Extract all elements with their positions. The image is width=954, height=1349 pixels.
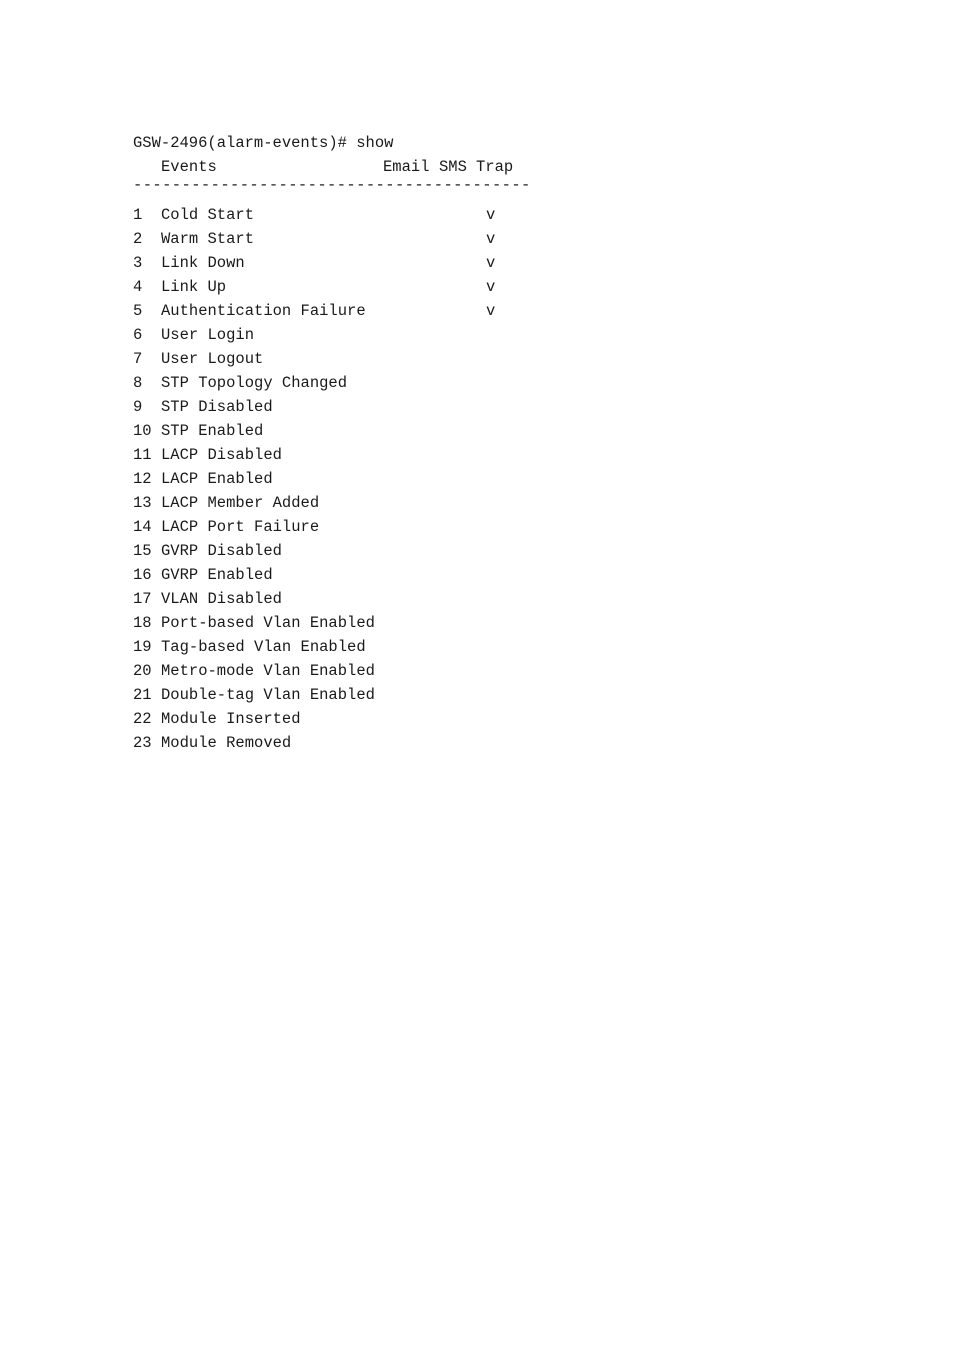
- event-name: GVRP Enabled: [161, 566, 273, 584]
- event-name: Metro-mode Vlan Enabled: [161, 662, 375, 680]
- event-row: [133, 563, 393, 587]
- event-number: 2: [133, 230, 143, 248]
- separator-dashes: -----------------------------------------: [133, 176, 531, 194]
- command-prompt: GSW-2496(alarm-events)# show: [133, 134, 394, 152]
- event-row: [133, 611, 393, 635]
- event-name: User Logout: [161, 350, 264, 368]
- event-name: User Login: [161, 326, 255, 344]
- event-row: [133, 251, 496, 275]
- event-row: [133, 515, 393, 539]
- event-number: 6: [133, 326, 143, 344]
- event-number: 23: [133, 734, 152, 752]
- event-name: Module Inserted: [161, 710, 301, 728]
- console-output: [133, 131, 531, 755]
- event-row: [133, 227, 496, 251]
- event-row: [133, 491, 393, 515]
- separator-line: [133, 176, 531, 203]
- trap-enabled-mark: v: [486, 254, 496, 272]
- event-row: [133, 275, 496, 299]
- event-name: LACP Disabled: [161, 446, 282, 464]
- event-name: Authentication Failure: [161, 302, 366, 320]
- event-number: 21: [133, 686, 152, 704]
- event-number: 18: [133, 614, 152, 632]
- event-number: 15: [133, 542, 152, 560]
- event-name: Double-tag Vlan Enabled: [161, 686, 375, 704]
- event-row: [133, 731, 393, 755]
- event-number: 10: [133, 422, 152, 440]
- header-sms: SMS: [439, 158, 467, 176]
- event-number: 8: [133, 374, 143, 392]
- event-name: STP Disabled: [161, 398, 273, 416]
- event-row: [133, 419, 393, 443]
- event-row: [133, 467, 393, 491]
- event-row: [133, 203, 496, 227]
- event-list: [133, 203, 496, 755]
- event-row: [133, 539, 393, 563]
- event-number: 9: [133, 398, 143, 416]
- header-email: Email: [383, 158, 430, 176]
- trap-enabled-mark: v: [486, 278, 496, 296]
- header-trap: Trap: [476, 158, 514, 176]
- event-number: 20: [133, 662, 152, 680]
- event-number: 5: [133, 302, 143, 320]
- event-row: [133, 443, 393, 467]
- event-number: 1: [133, 206, 143, 224]
- event-number: 4: [133, 278, 143, 296]
- event-row: [133, 587, 393, 611]
- event-name: Link Up: [161, 278, 227, 296]
- event-row: [133, 635, 393, 659]
- event-name: Link Down: [161, 254, 245, 272]
- event-row: [133, 299, 496, 323]
- event-name: Port-based Vlan Enabled: [161, 614, 375, 632]
- trap-enabled-mark: v: [486, 302, 496, 320]
- event-name: GVRP Disabled: [161, 542, 282, 560]
- event-row: [133, 371, 393, 395]
- event-number: 12: [133, 470, 152, 488]
- event-number: 11: [133, 446, 152, 464]
- event-row: [133, 659, 393, 683]
- event-number: 13: [133, 494, 152, 512]
- event-number: 7: [133, 350, 143, 368]
- event-name: LACP Enabled: [161, 470, 273, 488]
- event-number: 17: [133, 590, 152, 608]
- event-row: [133, 347, 393, 371]
- event-name: STP Topology Changed: [161, 374, 348, 392]
- event-number: 19: [133, 638, 152, 656]
- event-name: Cold Start: [161, 206, 255, 224]
- event-row: [133, 707, 393, 731]
- event-row: [133, 323, 393, 347]
- trap-enabled-mark: v: [486, 230, 496, 248]
- trap-enabled-mark: v: [486, 206, 496, 224]
- event-name: VLAN Disabled: [161, 590, 282, 608]
- event-name: LACP Port Failure: [161, 518, 320, 536]
- event-row: [133, 683, 393, 707]
- event-name: Tag-based Vlan Enabled: [161, 638, 366, 656]
- event-number: 3: [133, 254, 143, 272]
- event-name: Module Removed: [161, 734, 292, 752]
- event-name: LACP Member Added: [161, 494, 320, 512]
- event-name: Warm Start: [161, 230, 255, 248]
- event-number: 14: [133, 518, 152, 536]
- event-number: 22: [133, 710, 152, 728]
- event-name: STP Enabled: [161, 422, 264, 440]
- event-number: 16: [133, 566, 152, 584]
- header-events: Events: [161, 158, 217, 176]
- event-row: [133, 395, 393, 419]
